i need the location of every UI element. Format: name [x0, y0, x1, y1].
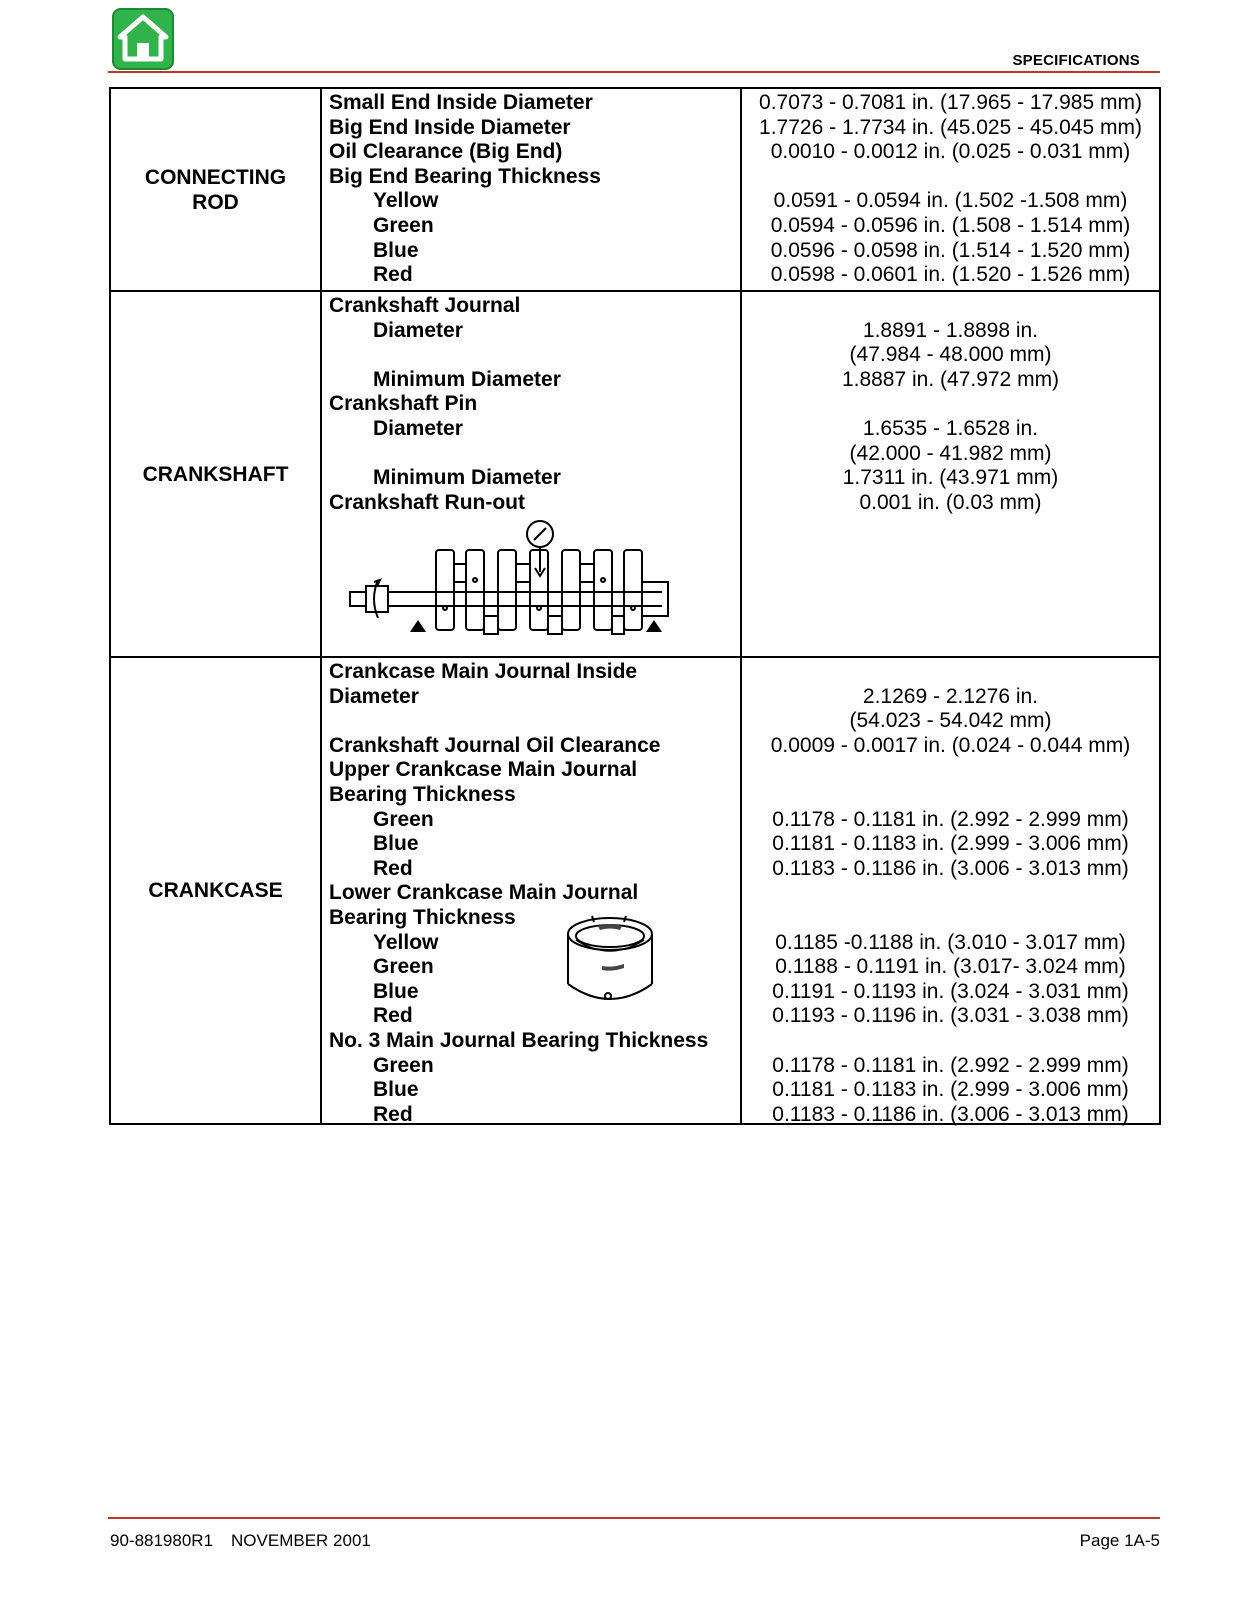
spec-label: Diameter — [329, 684, 419, 708]
crankshaft-runout-illustration — [344, 520, 684, 650]
spec-label — [329, 442, 740, 467]
spec-value: 0.0596 - 0.0598 in. (1.514 - 1.520 mm) — [770, 238, 1131, 262]
spec-label: Blue — [373, 979, 419, 1003]
spec-label: Green — [373, 1053, 434, 1077]
spec-value: (54.023 - 54.042 mm) — [849, 709, 1052, 733]
spec-value: 0.001 in. (0.03 mm) — [859, 490, 1042, 514]
spec-label: Crankshaft Journal — [329, 294, 521, 317]
spec-value — [742, 294, 1159, 319]
spec-label: No. 3 Main Journal Bearing Thickness — [329, 1028, 709, 1052]
spec-value: 0.1193 - 0.1196 in. (3.031 - 3.038 mm) — [772, 1004, 1129, 1028]
spec-label: Minimum Diameter — [373, 367, 561, 391]
spec-label: Diameter — [373, 318, 463, 342]
section-title-line: ROD — [192, 190, 239, 214]
spec-label: Small End Inside Diameter — [329, 91, 593, 114]
spec-value — [742, 660, 1159, 685]
footer-doc-info — [110, 1531, 371, 1551]
spec-value: 0.0010 - 0.0012 in. (0.025 - 0.031 mm) — [770, 140, 1131, 164]
spec-value — [742, 783, 1159, 808]
spec-value: 0.0598 - 0.0601 in. (1.520 - 1.526 mm) — [770, 263, 1131, 287]
section-title-line: CRANKSHAFT — [142, 462, 289, 486]
spec-value: 1.8887 in. (47.972 mm) — [841, 367, 1060, 391]
spec-label: Minimum Diameter — [373, 466, 561, 490]
spec-labels — [322, 658, 742, 1126]
section-title-line: CRANKCASE — [148, 879, 283, 902]
spec-label: Crankshaft Journal Oil Clearance — [329, 733, 661, 757]
spec-label: Green — [373, 807, 434, 831]
spec-values — [742, 292, 1159, 656]
spec-values — [742, 89, 1159, 290]
section-title-cell — [111, 89, 322, 290]
spec-value: 0.1185 -0.1188 in. (3.010 - 3.017 mm) — [775, 930, 1126, 954]
section-crankcase — [111, 658, 1159, 1126]
spec-label: Green — [373, 955, 434, 979]
spec-table — [109, 87, 1161, 1125]
home-icon — [116, 13, 170, 65]
spec-label: Upper Crankcase Main Journal — [329, 758, 638, 782]
spec-label: Big End Inside Diameter — [329, 115, 571, 139]
spec-label: Red — [373, 1102, 413, 1126]
spec-value: 0.7073 - 0.7081 in. (17.965 - 17.985 mm) — [759, 91, 1142, 114]
doc-date: NOVEMBER 2001 — [231, 1531, 371, 1550]
spec-label: Lower Crankcase Main Journal — [329, 881, 639, 905]
page-number: Page 1A-5 — [1079, 1531, 1160, 1550]
spec-label: Crankcase Main Journal Inside — [329, 660, 638, 683]
spec-labels — [322, 89, 742, 290]
section-title-cell — [111, 292, 322, 656]
section-title-line: CONNECTING — [144, 165, 287, 189]
header-rule — [108, 71, 1160, 73]
spec-label — [329, 709, 740, 734]
spec-value — [742, 758, 1159, 783]
spec-label: Red — [373, 1004, 413, 1028]
section-title: SPECIFICATIONS — [1012, 52, 1140, 69]
spec-value: 0.1191 - 0.1193 in. (3.024 - 3.031 mm) — [772, 979, 1129, 1003]
spec-value: 0.1183 - 0.1186 in. (3.006 - 3.013 mm) — [772, 1102, 1129, 1126]
spec-value — [742, 906, 1159, 931]
doc-number: 90-881980R1 — [110, 1531, 214, 1550]
spec-value: 1.7726 - 1.7734 in. (45.025 - 45.045 mm) — [759, 115, 1142, 139]
spec-label: Bearing Thickness — [329, 782, 516, 806]
spec-label: Red — [373, 856, 413, 880]
spec-label: Diameter — [373, 416, 463, 440]
footer-rule — [108, 1517, 1160, 1519]
section-crankshaft — [111, 292, 1159, 658]
spec-label: Blue — [373, 238, 419, 262]
spec-label: Bearing Thickness — [329, 905, 516, 929]
spec-value — [742, 1029, 1159, 1054]
spec-value — [742, 165, 1159, 190]
spec-value: 0.1181 - 0.1183 in. (2.999 - 3.006 mm) — [772, 832, 1129, 856]
bearing-shell-illustration — [562, 910, 658, 1008]
spec-value: 0.0594 - 0.0596 in. (1.508 - 1.514 mm) — [770, 213, 1131, 237]
section-title-cell — [111, 658, 322, 1123]
spec-label: Oil Clearance (Big End) — [329, 140, 563, 164]
spec-values — [742, 658, 1159, 1126]
spec-value: 0.1181 - 0.1183 in. (2.999 - 3.006 mm) — [772, 1078, 1129, 1102]
spec-value: 1.8891 - 1.8898 in. — [862, 318, 1039, 342]
spec-value: 0.1188 - 0.1191 in. (3.017- 3.024 mm) — [775, 955, 1126, 979]
spec-value: 0.0009 - 0.0017 in. (0.024 - 0.044 mm) — [770, 733, 1131, 757]
spec-label: Blue — [373, 832, 419, 856]
spec-value: 0.0591 - 0.0594 in. (1.502 -1.508 mm) — [773, 189, 1128, 213]
spec-label: Crankshaft Run-out — [329, 490, 525, 514]
spec-value: 0.1183 - 0.1186 in. (3.006 - 3.013 mm) — [772, 856, 1129, 880]
spec-value — [742, 881, 1159, 906]
spec-value: (47.984 - 48.000 mm) — [849, 343, 1052, 367]
spec-value: 2.1269 - 2.1276 in. — [862, 684, 1039, 708]
spec-value: 1.6535 - 1.6528 in. — [862, 416, 1039, 440]
spec-label: Green — [373, 213, 434, 237]
spec-label: Crankshaft Pin — [329, 392, 478, 416]
spec-label: Yellow — [373, 930, 439, 954]
spec-value: (42.000 - 41.982 mm) — [849, 441, 1052, 465]
spec-label — [329, 343, 740, 368]
home-button[interactable] — [112, 8, 174, 70]
spec-label: Yellow — [373, 189, 439, 213]
spec-label: Blue — [373, 1078, 419, 1102]
section-connecting-rod — [111, 89, 1159, 292]
spec-value — [742, 392, 1159, 417]
spec-label: Red — [373, 263, 413, 287]
spec-label: Big End Bearing Thickness — [329, 164, 601, 188]
spec-value: 0.1178 - 0.1181 in. (2.992 - 2.999 mm) — [772, 807, 1129, 831]
spec-value: 1.7311 in. (43.971 mm) — [842, 466, 1059, 490]
spec-labels — [322, 292, 742, 656]
spec-value: 0.1178 - 0.1181 in. (2.992 - 2.999 mm) — [772, 1053, 1129, 1077]
